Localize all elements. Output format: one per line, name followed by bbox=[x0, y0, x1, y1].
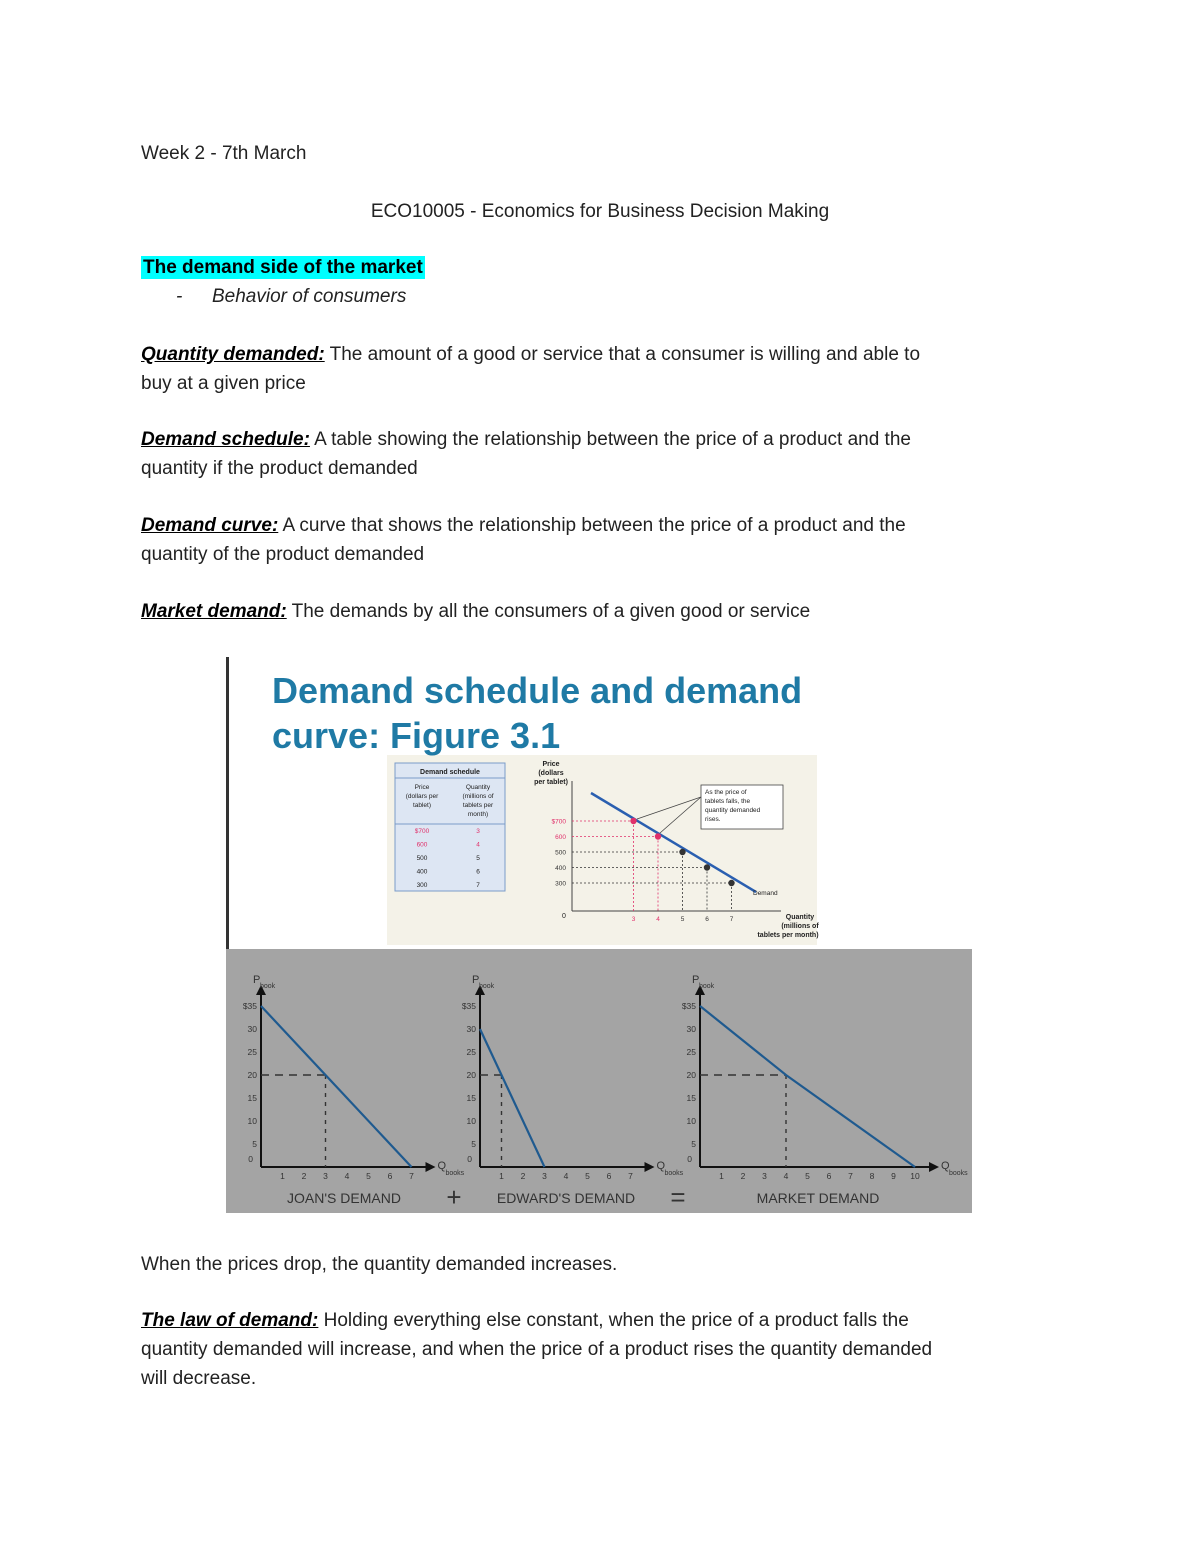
panel-title: MARKET DEMAND bbox=[756, 1190, 880, 1206]
annotation-l4: rises. bbox=[705, 816, 721, 823]
schedule-col1-l3: tablet) bbox=[412, 802, 432, 809]
panel-price-tick: 20 bbox=[247, 1070, 257, 1080]
panel-qty-tick: 1 bbox=[719, 1171, 724, 1181]
panel-price-tick: 5 bbox=[691, 1139, 696, 1149]
curve-origin: 0 bbox=[562, 913, 566, 920]
curve-point bbox=[679, 849, 685, 855]
panel-origin: 0 bbox=[687, 1154, 692, 1164]
schedule-price-cell: 400 bbox=[416, 868, 428, 876]
panel-p-sub: book bbox=[260, 983, 276, 990]
panel-p-label: P bbox=[692, 974, 700, 986]
course-title: ECO10005 - Economics for Business Decision Making bbox=[370, 201, 830, 222]
curve-qty-tick: 6 bbox=[705, 916, 709, 923]
curve-point bbox=[728, 880, 734, 886]
law-of-demand-cont-1: quantity demanded will increase, and when the price of a product rises the quantity demanded bbox=[141, 1339, 933, 1360]
panel-q-label: Q bbox=[656, 1160, 666, 1172]
bullet-dash: - bbox=[176, 286, 183, 307]
panel-price-tick: 15 bbox=[466, 1093, 476, 1103]
bullet-item: Behavior of consumers bbox=[212, 286, 407, 307]
panel-price-tick: 25 bbox=[247, 1047, 257, 1057]
curve-qty-tick: 4 bbox=[656, 916, 660, 923]
curve-ylabel-l1: Price bbox=[542, 761, 560, 768]
panel-price-tick: 30 bbox=[466, 1024, 476, 1034]
panel-q-sub: books bbox=[664, 1170, 684, 1177]
definition-market-demand: Market demand: The demands by all the consumers of a given good or service bbox=[141, 601, 811, 622]
figure-title: Demand schedule and demand curve: Figure 3.1 bbox=[272, 670, 803, 756]
date-heading: Week 2 - 7th March bbox=[141, 143, 307, 164]
panel-qty-tick: 4 bbox=[344, 1171, 350, 1181]
definition-demand-curve-cont: quantity of the product demanded bbox=[141, 544, 425, 565]
schedule-quantity-cell: 5 bbox=[476, 855, 480, 862]
schedule-quantity-cell: 6 bbox=[476, 868, 480, 876]
schedule-col2-l1: Quantity bbox=[465, 784, 491, 791]
panel-qty-tick: 5 bbox=[366, 1171, 371, 1181]
panel-price-tick: $35 bbox=[681, 1001, 696, 1011]
panel-qty-tick: 4 bbox=[783, 1171, 789, 1181]
panel-qty-tick: 1 bbox=[499, 1171, 504, 1181]
panel-price-tick: 15 bbox=[686, 1093, 696, 1103]
schedule-col2-l2: (millions of bbox=[462, 793, 494, 800]
panel-q-sub: books bbox=[949, 1170, 968, 1177]
schedule-col2-l4: month) bbox=[467, 811, 489, 818]
curve-qty-tick: 3 bbox=[631, 916, 636, 923]
panel-price-tick: 10 bbox=[686, 1116, 696, 1126]
curve-qty-tick: 7 bbox=[729, 916, 734, 923]
schedule-price-cell: 600 bbox=[416, 841, 428, 849]
panel-price-tick: $35 bbox=[461, 1001, 476, 1011]
curve-xlabel-l3: tablets per month) bbox=[757, 932, 819, 939]
schedule-title: Demand schedule bbox=[420, 769, 480, 776]
law-of-demand: The law of demand: Holding everything else constant, when the price of a product falls the bbox=[141, 1310, 909, 1331]
schedule-quantity-cell: 7 bbox=[476, 882, 480, 889]
annotation-l1: As the price of bbox=[705, 789, 747, 796]
law-of-demand-cont-2: will decrease. bbox=[141, 1368, 257, 1389]
panel-title: JOAN'S DEMAND bbox=[287, 1190, 401, 1206]
panel-price-tick: $35 bbox=[242, 1001, 257, 1011]
panel-price-tick: 20 bbox=[686, 1070, 696, 1080]
curve-xlabel-l1: Quantity bbox=[785, 914, 815, 921]
panel-qty-tick: 2 bbox=[520, 1171, 526, 1181]
schedule-quantity-cell: 3 bbox=[476, 828, 480, 835]
curve-point bbox=[655, 833, 661, 839]
panel-p-label: P bbox=[472, 974, 480, 986]
panel-qty-tick: 3 bbox=[323, 1171, 328, 1181]
curve-ylabel-l3: per tablet) bbox=[534, 779, 568, 786]
schedule-price-cell: 300 bbox=[416, 882, 428, 889]
panel-qty-tick: 7 bbox=[628, 1171, 633, 1181]
panel-p-label: P bbox=[253, 974, 261, 986]
panel-qty-tick: 8 bbox=[869, 1171, 875, 1181]
panel-q-label: Q bbox=[941, 1160, 950, 1172]
schedule-col1-l1: Price bbox=[414, 784, 430, 791]
panel-qty-tick: 5 bbox=[805, 1171, 810, 1181]
curve-price-tick: 300 bbox=[555, 880, 566, 888]
panel-price-tick: 30 bbox=[247, 1024, 257, 1034]
panel-qty-tick: 3 bbox=[762, 1171, 767, 1181]
schedule-price-cell: $700 bbox=[414, 828, 430, 835]
curve-point bbox=[704, 864, 710, 870]
panel-qty-tick: 3 bbox=[542, 1171, 547, 1181]
panel-qty-tick: 4 bbox=[563, 1171, 569, 1181]
panel-origin: 0 bbox=[467, 1154, 472, 1164]
section-heading: The demand side of the market bbox=[143, 257, 423, 278]
panel-qty-tick: 10 bbox=[910, 1171, 920, 1181]
panel-q-sub: books bbox=[445, 1170, 465, 1177]
curve-ylabel-l2: (dollars bbox=[538, 770, 564, 777]
panel-price-tick: 20 bbox=[466, 1070, 476, 1080]
curve-point bbox=[630, 818, 636, 824]
annotation-l3: quantity demanded bbox=[705, 807, 761, 814]
panel-price-tick: 25 bbox=[686, 1047, 696, 1057]
panel-qty-tick: 2 bbox=[740, 1171, 746, 1181]
price-drop-sentence: When the prices drop, the quantity demanded increases. bbox=[141, 1254, 618, 1275]
panel-p-sub: book bbox=[479, 983, 495, 990]
panel-qty-tick: 5 bbox=[585, 1171, 590, 1181]
curve-price-tick: 600 bbox=[555, 834, 566, 841]
annotation-l2: tablets falls, the bbox=[705, 798, 751, 805]
curve-xlabel-l2: (millions of bbox=[781, 923, 819, 930]
curve-price-tick: 400 bbox=[555, 865, 566, 872]
curve-label: Demand bbox=[753, 890, 778, 897]
panel-price-tick: 25 bbox=[466, 1047, 476, 1057]
definition-quantity-demanded: Quantity demanded: The amount of a good or service that a consumer is willing and able to bbox=[141, 344, 921, 365]
panel-qty-tick: 6 bbox=[826, 1171, 832, 1181]
market-demand-panel-bg bbox=[226, 949, 972, 1213]
panel-price-tick: 10 bbox=[247, 1116, 257, 1126]
plus-sign: + bbox=[446, 1182, 462, 1212]
curve-price-tick: 500 bbox=[555, 849, 566, 857]
demand-schedule-table bbox=[395, 763, 505, 891]
panel-price-tick: 30 bbox=[686, 1024, 696, 1034]
definition-demand-curve: Demand curve: A curve that shows the relationship between the price of a product and the bbox=[141, 515, 906, 536]
equals-sign: = bbox=[670, 1182, 686, 1212]
schedule-quantity-cell: 4 bbox=[476, 841, 480, 849]
definition-demand-schedule-cont: quantity if the product demanded bbox=[141, 458, 418, 479]
schedule-col2-l3: tablets per bbox=[462, 802, 494, 809]
curve-price-tick: $700 bbox=[551, 818, 566, 826]
panel-price-tick: 5 bbox=[471, 1139, 476, 1149]
panel-qty-tick: 1 bbox=[280, 1171, 285, 1181]
panel-price-tick: 15 bbox=[247, 1093, 257, 1103]
panel-qty-tick: 7 bbox=[409, 1171, 414, 1181]
schedule-col1-l2: (dollars per bbox=[405, 793, 439, 800]
panel-price-tick: 5 bbox=[252, 1139, 257, 1149]
panel-origin: 0 bbox=[248, 1154, 253, 1164]
panel-qty-tick: 6 bbox=[606, 1171, 612, 1181]
schedule-price-cell: 500 bbox=[416, 855, 428, 862]
panel-qty-tick: 7 bbox=[848, 1171, 853, 1181]
definition-quantity-demanded-cont: buy at a given price bbox=[141, 373, 306, 394]
panel-p-sub: book bbox=[699, 983, 715, 990]
panel-qty-tick: 2 bbox=[301, 1171, 307, 1181]
curve-qty-tick: 5 bbox=[680, 916, 685, 923]
panel-qty-tick: 6 bbox=[387, 1171, 393, 1181]
panel-price-tick: 10 bbox=[466, 1116, 476, 1126]
panel-q-label: Q bbox=[437, 1160, 447, 1172]
panel-qty-tick: 9 bbox=[891, 1171, 896, 1181]
panel-title: EDWARD'S DEMAND bbox=[496, 1190, 636, 1206]
definition-demand-schedule: Demand schedule: A table showing the relationship between the price of a product and the bbox=[141, 429, 911, 450]
